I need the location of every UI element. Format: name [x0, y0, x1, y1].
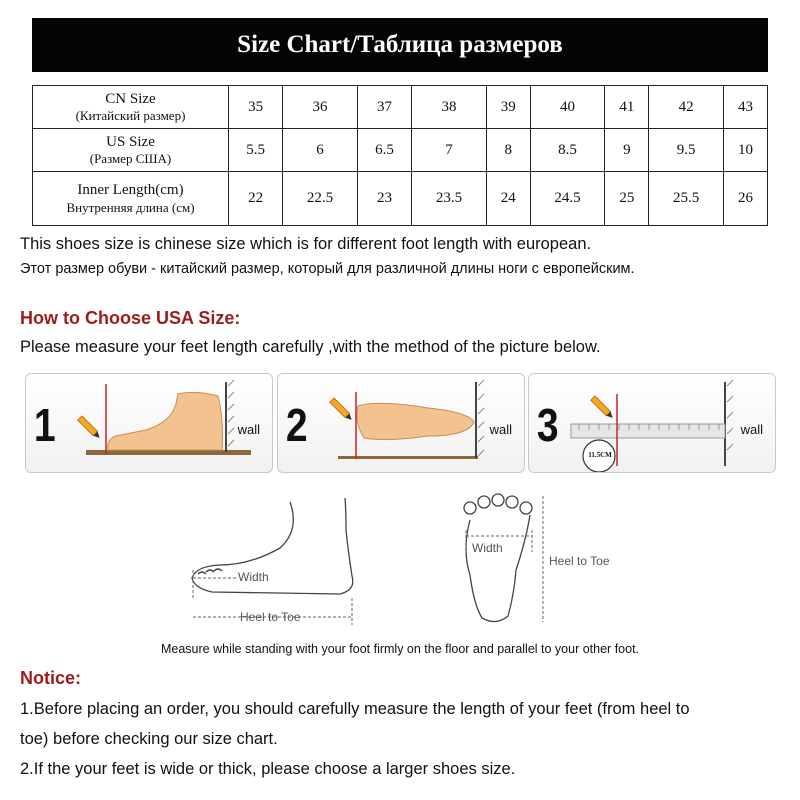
step-2-panel: [277, 373, 525, 473]
notice-line-1: 1.Before placing an order, you should carefully measure the length of your feet (from heel to: [20, 700, 690, 718]
row-sublabel: Внутренняя длина (см): [66, 199, 195, 215]
table-cell: 26: [724, 172, 768, 226]
row-sublabel: (Китайский размер): [75, 108, 186, 124]
wall-label: wall: [740, 422, 763, 437]
table-cell: 9: [605, 129, 649, 172]
measure-instruction: Measure while standing with your foot firmly on the floor and parallel to your other foot.: [160, 642, 640, 656]
table-cell: 7: [412, 129, 487, 172]
size-table: [32, 85, 768, 226]
table-cell: 25: [605, 172, 649, 226]
table-cell: 38: [412, 86, 487, 129]
step-3-panel: [528, 373, 776, 473]
bottom-width-label: Width: [472, 541, 503, 555]
step-2-illustration: [278, 374, 525, 473]
table-cell: 9.5: [649, 129, 724, 172]
row-header: [33, 129, 229, 172]
row-label: US Size: [106, 133, 155, 150]
size-note-english: This shoes size is chinese size which is for different foot length with european.: [20, 235, 592, 253]
table-cell: 8: [486, 129, 530, 172]
table-cell: 8.5: [530, 129, 605, 172]
side-view-foot: [192, 498, 353, 594]
table-cell: 39: [486, 86, 530, 129]
wall-label: wall: [489, 422, 512, 437]
table-cell: 36: [283, 86, 358, 129]
ruler-reading: 11.5CM: [588, 451, 612, 459]
bottom-heel-label: Heel to Toe: [549, 554, 610, 568]
step-1-panel: [25, 373, 273, 473]
table-cell: 10: [724, 129, 768, 172]
table-row-cn-size: [33, 86, 768, 129]
table-cell: 6.5: [357, 129, 411, 172]
table-cell: 6: [283, 129, 358, 172]
row-label: Inner Length(cm): [77, 182, 184, 198]
row-sublabel: (Размер США): [89, 151, 172, 167]
table-cell: 23: [357, 172, 411, 226]
table-cell: 23.5: [412, 172, 487, 226]
notice-line-2: toe) before checking our size chart.: [20, 730, 278, 748]
step-1-illustration: [26, 374, 273, 473]
table-cell: 22: [229, 172, 283, 226]
table-cell: 42: [649, 86, 724, 129]
side-heel-label: Heel to Toe: [240, 610, 301, 624]
table-cell: 43: [724, 86, 768, 129]
table-cell: 41: [605, 86, 649, 129]
row-label: CN Size: [105, 90, 156, 107]
table-cell: 35: [229, 86, 283, 129]
how-to-text: Please measure your feet length carefully ,with the method of the picture below.: [20, 338, 601, 356]
table-row-inner-length: [33, 172, 768, 226]
step-number: 1: [33, 399, 56, 451]
wall-label: wall: [237, 422, 260, 437]
step-number: 2: [285, 399, 308, 451]
row-header: [33, 172, 229, 226]
how-to-heading: How to Choose USA Size:: [20, 308, 241, 328]
table-cell: 5.5: [229, 129, 283, 172]
side-width-label: Width: [238, 570, 269, 584]
step-3-illustration: [529, 374, 776, 473]
table-cell: 24.5: [530, 172, 605, 226]
table-row-us-size: [33, 129, 768, 172]
step-number: 3: [536, 399, 559, 451]
table-cell: 24: [486, 172, 530, 226]
size-chart-banner: Size Chart/Таблица размеров: [32, 18, 768, 72]
notice-heading: Notice:: [20, 668, 82, 688]
bottom-view-foot: [464, 494, 532, 622]
table-cell: 40: [530, 86, 605, 129]
foot-diagrams: [0, 490, 800, 640]
table-cell: 25.5: [649, 172, 724, 226]
table-cell: 22.5: [283, 172, 358, 226]
notice-line-3: 2.If the your feet is wide or thick, please choose a larger shoes size.: [20, 760, 516, 778]
row-header: [33, 86, 229, 129]
size-note-russian: Этот размер обуви - китайский размер, который для различной длины ноги с европейским.: [20, 261, 635, 277]
table-cell: 37: [357, 86, 411, 129]
